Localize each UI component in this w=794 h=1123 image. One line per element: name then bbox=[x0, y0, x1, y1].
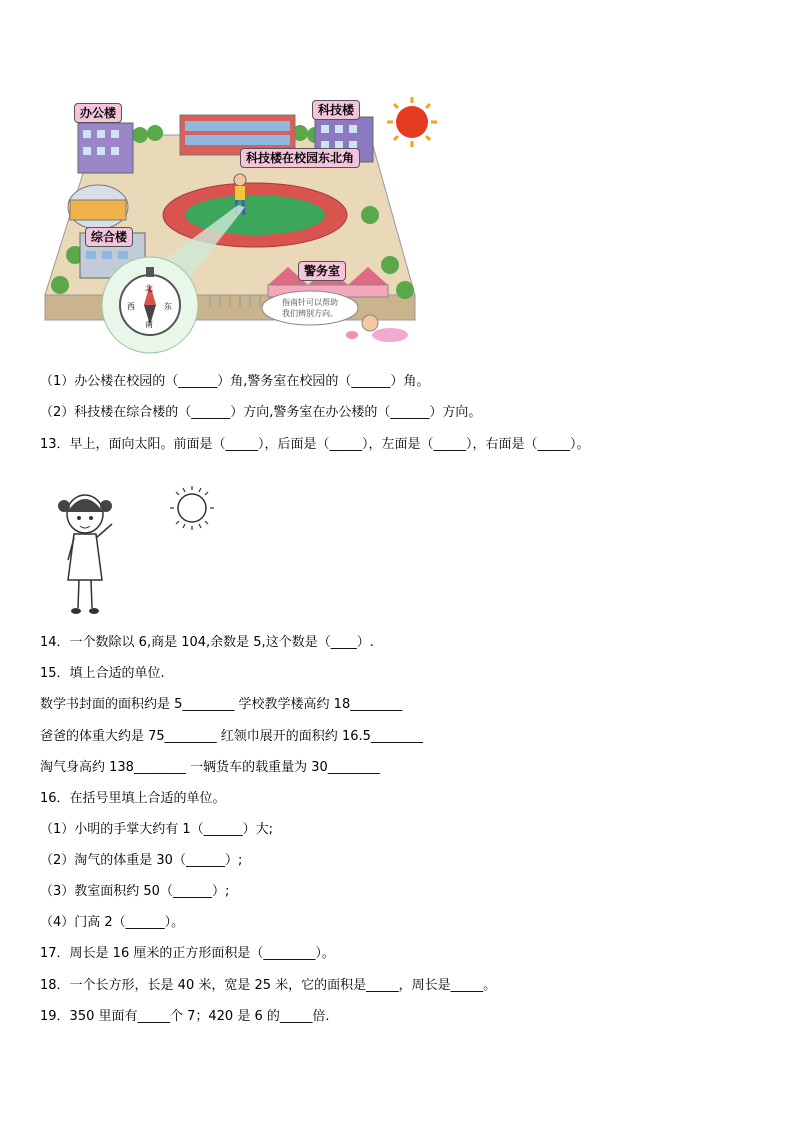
question-17: 17．周长是 16 厘米的正方形面积是（________）。 bbox=[40, 946, 335, 961]
question-12-part2: （2）科技楼在综合楼的（______）方向,警务室在办公楼的（______）方向。 bbox=[40, 405, 482, 420]
tech-building-label: 科技楼 bbox=[312, 100, 360, 120]
campus-map-figure bbox=[40, 95, 440, 355]
office-building-label: 办公楼 bbox=[74, 103, 122, 123]
question-12-part1: （1）办公楼在校园的（______）角,警务室在校园的（______）角。 bbox=[40, 374, 430, 389]
general-building-label: 综合楼 bbox=[85, 227, 133, 247]
speech-bubble-line2: 我们辨别方向。 bbox=[282, 309, 338, 318]
question-16-part4: （4）门高 2（______）。 bbox=[40, 915, 185, 930]
guard-room-label: 警务室 bbox=[298, 261, 346, 281]
question-13: 13．早上，面向太阳。前面是（_____），后面是（_____），左面是（_____），右面是（_____）。 bbox=[40, 437, 590, 452]
compass-south-label: 南 bbox=[145, 320, 153, 329]
speech-bubble-line1: 指南针可以帮助 bbox=[282, 298, 338, 307]
question-18: 18．一个长方形，长是 40 米，宽是 25 米，它的面积是_____，周长是_____。 bbox=[40, 978, 497, 993]
speech-bubble bbox=[272, 297, 348, 319]
question-16-part3: （3）教室面积约 50（______）; bbox=[40, 884, 230, 899]
question-16-title: 16．在括号里填上合适的单位。 bbox=[40, 791, 226, 806]
question-19: 19．350 里面有_____个 7；420 是 6 的_____倍. bbox=[40, 1009, 330, 1024]
campus-map-drawing bbox=[40, 95, 440, 355]
compass-north-label: 北 bbox=[145, 284, 153, 293]
girl-sun-drawing bbox=[40, 468, 240, 623]
tech-location-note: 科技楼在校园东北角 bbox=[240, 148, 360, 168]
question-15-row1: 数学书封面的面积约是 5________ 学校教学楼高约 18________ bbox=[40, 697, 403, 712]
question-16-part1: （1）小明的手掌大约有 1（______）大; bbox=[40, 822, 274, 837]
compass-east-label: 东 bbox=[164, 302, 172, 311]
question-15-row2: 爸爸的体重大约是 75________ 红领巾展开的面积约 16.5________ bbox=[40, 729, 423, 744]
question-14: 14．一个数除以 6,商是 104,余数是 5,这个数是（____）. bbox=[40, 635, 374, 650]
question-15-title: 15．填上合适的单位. bbox=[40, 666, 165, 681]
question-15-row3: 淘气身高约 138________ 一辆货车的载重量为 30________ bbox=[40, 760, 380, 775]
girl-sun-figure bbox=[40, 468, 240, 623]
compass-west-label: 西 bbox=[127, 302, 135, 311]
question-16-part2: （2）淘气的体重是 30（______）; bbox=[40, 853, 243, 868]
